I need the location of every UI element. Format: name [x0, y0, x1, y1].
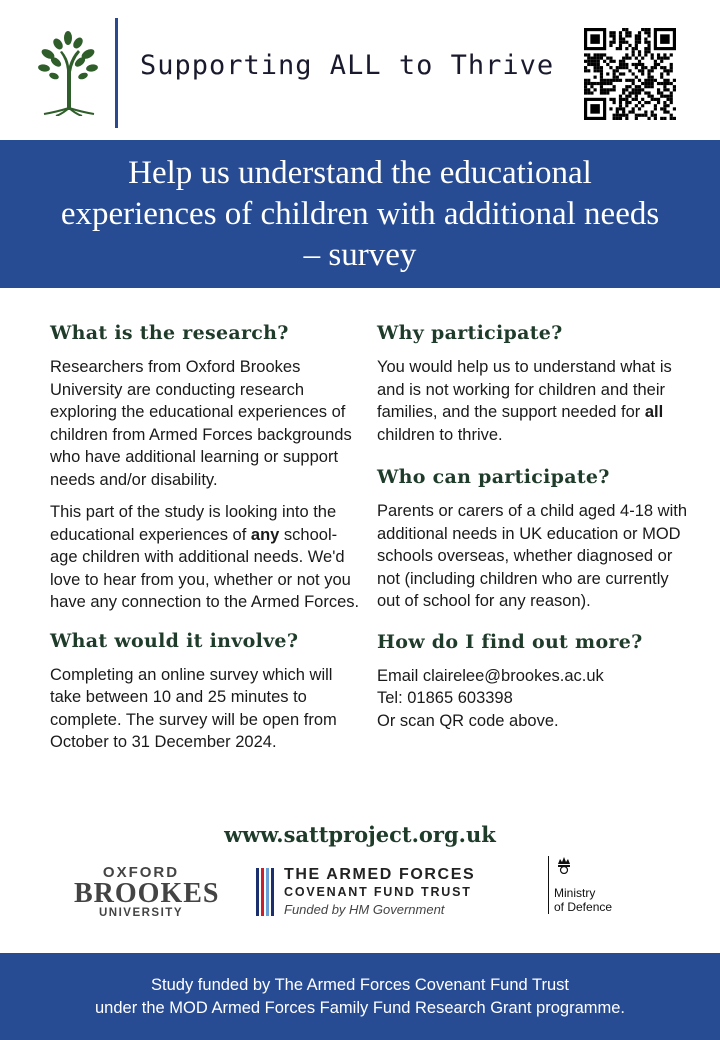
brookes-line-2: BROOKES — [74, 878, 220, 909]
left-column — [50, 322, 360, 764]
tree-icon — [36, 30, 100, 116]
brookes-line-3: UNIVERSITY — [98, 907, 183, 919]
oxford-brookes-logo — [74, 864, 220, 920]
contact-qr: Or scan QR code above. — [377, 711, 559, 730]
royal-crest-icon — [556, 856, 572, 874]
why-text-start: You would help us to understand what is and is not working for children and their families, and the support needed for — [377, 358, 672, 421]
afcft-line-1: THE ARMED FORCES — [284, 866, 476, 883]
tagline: Supporting ALL to Thrive — [140, 50, 555, 81]
why-text — [377, 356, 687, 446]
footer-line-1: Study funded by The Armed Forces Covenant Fund Trust — [151, 975, 569, 994]
title-banner — [0, 140, 720, 288]
mod-divider — [548, 856, 549, 914]
armed-forces-covenant-logo — [256, 866, 486, 920]
mod-text — [554, 886, 612, 914]
who-heading: Who can participate? — [377, 466, 610, 488]
research-text-end: school-age children with additional needs. We'd love to hear from you, whether or not you have any connection to the Armed Forces. — [50, 525, 360, 611]
mod-line-1: Ministry — [554, 886, 596, 900]
right-column — [377, 322, 687, 732]
flag-stripes-icon — [256, 868, 278, 916]
contact-tel[interactable]: Tel: 01865 603398 — [377, 689, 513, 707]
qr-code-icon[interactable] — [584, 28, 676, 120]
why-heading: Why participate? — [377, 322, 563, 344]
why-emphasis: all — [644, 403, 664, 421]
who-text: Parents or carers of a child aged 4-18 with additional needs in UK education or MOD schools overseas, whether diagnosed or not (including children who are currently out of school for any reason). — [377, 502, 687, 610]
research-emphasis: any — [250, 525, 280, 544]
ministry-of-defence-logo — [548, 856, 638, 916]
header — [0, 0, 720, 140]
contact-email[interactable]: Email clairelee@brookes.ac.uk — [377, 666, 604, 685]
afcft-line-2: COVENANT FUND TRUST — [284, 885, 472, 899]
research-heading: What is the research? — [50, 322, 289, 344]
research-paragraph-1: Researchers from Oxford Brookes University are conducting research exploring the educational experiences of children from Armed Forces backgrounds who have additional learning or support needs and/or disability. — [50, 358, 352, 489]
afcft-line-3: Funded by HM Government — [284, 902, 445, 917]
why-text-end: children to thrive. — [377, 425, 503, 444]
page-title: Help us understand the educational experiences of children with additional needs – survey — [60, 154, 660, 273]
research-paragraph-2 — [50, 501, 360, 614]
brookes-line-1: OXFORD — [102, 864, 180, 881]
mod-line-2: of Defence — [554, 900, 613, 914]
footer-banner — [0, 953, 720, 1040]
research-text: This part of the study is looking into the educational experiences of — [50, 503, 337, 544]
involve-text: Completing an online survey which will take between 10 and 25 minutes to complete. The survey will be open from October to 31 December 2024. — [50, 665, 337, 751]
involve-heading: What would it involve? — [50, 629, 299, 652]
website-link[interactable]: www.sattproject.org.uk — [224, 822, 496, 847]
footer-line-2: under the MOD Armed Forces Family Fund Research Grant programme. — [94, 998, 626, 1017]
header-divider — [115, 18, 118, 128]
more-heading: How do I find out more? — [377, 630, 643, 653]
